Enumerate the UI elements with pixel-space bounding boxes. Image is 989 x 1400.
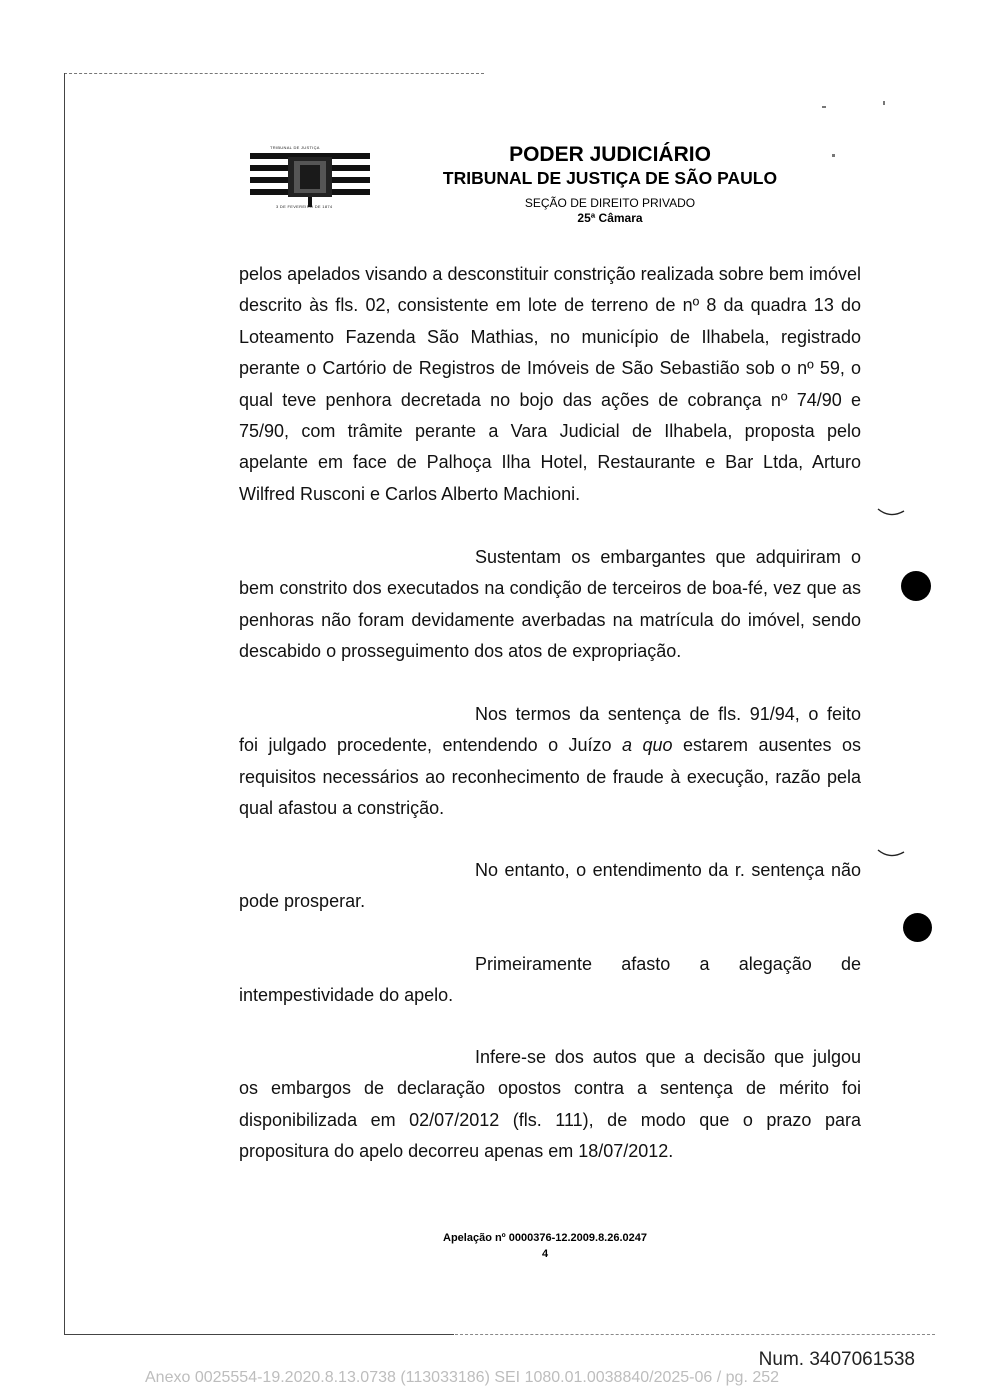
scan-mark [876, 846, 906, 860]
paragraph-6-text: os embargos de declaração opostos contra a sentença de mérito foi disponibilizada em 02/07/2012 (fls. 111), de modo que o prazo para propositura do apelo decorreu apenas em 18/07/2012. [239, 1078, 861, 1162]
scan-border-bottom [64, 1334, 454, 1335]
annex-stamp: Anexo 0025554-19.2020.8.13.0738 (113033186) SEI 1080.01.0038840/2025-06 / pg. 252 [145, 1369, 780, 1386]
tribunal-name: TRIBUNAL DE JUSTIÇA DE SÃO PAULO [442, 168, 778, 188]
chamber-name: 25ª Câmara [577, 211, 643, 225]
paragraph-2-first-line: Sustentam os embargantes que adquiriram o [475, 547, 861, 567]
emblem-caption-bottom: 3 DE FEVEREIRO DE 1874 [276, 204, 333, 209]
emblem-caption-top: TRIBUNAL DE JUSTIÇA [270, 145, 320, 150]
scan-border-top [64, 73, 484, 74]
scan-speck [822, 106, 826, 108]
paragraph-3-text-b: estarem ausentes os requisitos necessários ao reconhecimento de fraude à execução, razão pela qual afastou a constrição. [239, 735, 862, 819]
paragraph-3 [239, 699, 861, 825]
paragraph-1 [239, 259, 861, 510]
scan-border-bottom-dashed [455, 1334, 935, 1335]
paragraph-3-first-line: Nos termos da sentença de fls. 91/94, o feito [475, 704, 861, 724]
paragraph-4-text: pode prosperar. [239, 891, 366, 912]
punch-hole-mark [903, 913, 932, 942]
process-number: Apelação nº 0000376-12.2009.8.26.0247 [443, 1232, 647, 1244]
punch-hole-mark [901, 571, 931, 601]
section-name: SEÇÃO DE DIREITO PRIVADO [524, 196, 696, 210]
scan-speck [832, 154, 835, 157]
page-number: 4 [541, 1248, 549, 1260]
paragraph-5-first-line: Primeiramente afasto a alegação de [475, 954, 861, 974]
court-name: PODER JUDICIÁRIO [509, 143, 711, 166]
paragraph-3-text-a: foi julgado procedente, entendendo o Juízo [239, 735, 623, 756]
paragraph-4 [239, 855, 861, 918]
paragraph-3-italic: a quo [622, 735, 673, 756]
court-emblem-logo [248, 143, 372, 213]
paragraph-1-text: pelos apelados visando a desconstituir constrição realizada sobre bem imóvel descrito às fls. 02, consistente em lote de terreno de nº 8 da quadra 13 do Loteamento Fazenda São Mathias, no município de Ilhabela, registrado perante o Cartório de Registros de Imóveis de São Sebastião sob o nº 59, o qual teve penhora decretada no bojo das ações de cobrança nº 74/90 e 75/90, com trâmite perante a Vara Judicial de Ilhabela, proposta pelo apelante em face de Palhoça Ilha Hotel, Restaurante e Bar Ltda, Arturo Wilfred Rusconi e Carlos Alberto Machioni. [239, 264, 861, 504]
paragraph-5 [239, 949, 861, 1012]
paragraph-5-text: intempestividade do apelo. [239, 985, 454, 1006]
paragraph-2 [239, 542, 861, 668]
paragraph-4-first-line: No entanto, o entendimento da r. sentença não [475, 860, 861, 880]
scan-mark [876, 505, 906, 519]
scan-speck [883, 101, 885, 105]
paragraph-6-first-line: Infere-se dos autos que a decisão que julgou [475, 1047, 861, 1067]
paragraph-2-text: bem constrito dos executados na condição de terceiros de boa-fé, vez que as penhoras não foram devidamente averbadas na matrícula do imóvel, sendo descabido o prosseguimento dos atos de expropriação. [239, 578, 861, 662]
document-number: Num. 3407061538 [758, 1349, 915, 1370]
paragraph-6 [239, 1042, 861, 1168]
scan-border-left [64, 73, 65, 1335]
